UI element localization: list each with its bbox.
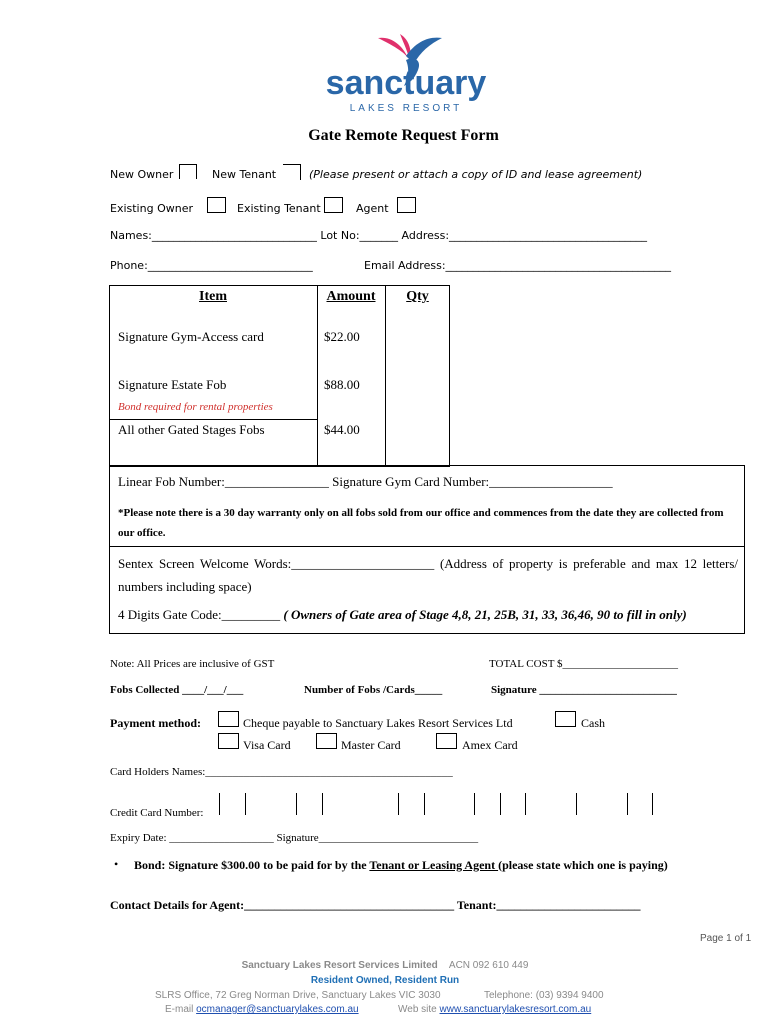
- existing-tenant-checkbox[interactable]: [324, 197, 343, 213]
- logo-tagline: LAKES RESORT: [349, 103, 463, 114]
- number-of-fobs-field[interactable]: Number of Fobs /Cards_____: [304, 684, 443, 696]
- warranty-note: *Please note there is a 30 day warranty only on all fobs sold from our office and commences from the date they are collected from our office.: [118, 507, 724, 539]
- new-tenant-checkbox[interactable]: [283, 164, 301, 180]
- row-estate-fob-item: Signature Estate Fob: [118, 377, 227, 392]
- names-lot-address-field[interactable]: Names:______________________________ Lot No:_______ Address:____________________________________: [110, 229, 648, 242]
- website-link[interactable]: www.sanctuarylakesresort.com.au: [439, 1004, 592, 1015]
- footer-website: Web site www.sanctuarylakesresort.com.au: [398, 1004, 592, 1015]
- credit-card-number-label: Credit Card Number:: [110, 807, 204, 819]
- footer-company: Sanctuary Lakes Resort Services Limited ACN 092 610 449: [241, 960, 529, 971]
- row-estate-fob-note: Bond required for rental properties: [118, 401, 273, 413]
- master-card-checkbox[interactable]: [316, 733, 337, 749]
- footer-address: SLRS Office, 72 Greg Norman Drive, Sanctuary Lakes VIC 3030: [155, 990, 441, 1001]
- signature-field[interactable]: Signature _________________________: [491, 684, 677, 696]
- phone-field[interactable]: Phone:______________________________: [110, 259, 313, 272]
- row-gym-card-amount: $22.00: [324, 329, 360, 344]
- new-tenant-label: New Tenant: [212, 168, 277, 181]
- logo-wordmark: sanctuary: [325, 64, 487, 102]
- gate-code-note: ( Owners of Gate area of Stage 4,8, 21, 25B, 31, 33, 36,46, 90 to fill in only): [283, 607, 687, 622]
- cash-label: Cash: [581, 716, 605, 730]
- bond-note: Bond: Signature $300.00 to be paid for by the Tenant or Leasing Agent (please state which one is paying): [134, 858, 668, 872]
- existing-tenant-label: Existing Tenant: [237, 202, 321, 215]
- page-number: Page 1 of 1: [700, 933, 752, 944]
- agent-label: Agent: [356, 202, 389, 215]
- payment-method-label: Payment method:: [110, 716, 201, 730]
- contact-details-field[interactable]: Contact Details for Agent:___________________________________ Tenant:________________________: [110, 898, 641, 912]
- amex-checkbox[interactable]: [436, 733, 457, 749]
- footer-email: E-mail ocmanager@sanctuarylakes.com.au: [165, 1004, 359, 1015]
- total-cost-field[interactable]: TOTAL COST $_____________________: [489, 658, 678, 670]
- header-amount: Amount: [326, 289, 376, 304]
- gate-code-field[interactable]: 4 Digits Gate Code:_________: [118, 607, 284, 622]
- row-other-fobs-amount: $44.00: [324, 422, 360, 437]
- email-field[interactable]: Email Address:_________________________________________: [364, 259, 672, 272]
- header-qty: Qty: [406, 289, 429, 304]
- row-gym-card-item: Signature Gym-Access card: [118, 329, 264, 344]
- id-note: (Please present or attach a copy of ID and lease agreement): [309, 168, 643, 181]
- footer-telephone: Telephone: (03) 9394 9400: [484, 990, 604, 1001]
- cash-checkbox[interactable]: [555, 711, 576, 727]
- new-owner-label: New Owner: [110, 168, 174, 181]
- form-title: Gate Remote Request Form: [308, 127, 499, 144]
- fob-number-field[interactable]: Linear Fob Number:________________ Signature Gym Card Number:___________________: [118, 474, 613, 489]
- master-card-label: Master Card: [341, 738, 401, 752]
- visa-checkbox[interactable]: [218, 733, 239, 749]
- prices-note: Note: All Prices are inclusive of GST: [110, 658, 275, 670]
- visa-label: Visa Card: [243, 738, 291, 752]
- amex-label: Amex Card: [462, 738, 518, 752]
- row-other-fobs-item: All other Gated Stages Fobs: [118, 422, 265, 437]
- card-holders-field[interactable]: Card Holders Names:_____________________________________________: [110, 766, 453, 778]
- email-link[interactable]: ocmanager@sanctuarylakes.com.au: [196, 1004, 359, 1015]
- existing-owner-checkbox[interactable]: [207, 197, 226, 213]
- agent-checkbox[interactable]: [397, 197, 416, 213]
- footer-slogan: Resident Owned, Resident Run: [310, 975, 460, 986]
- sentex-field[interactable]: Sentex Screen Welcome Words:______________________ (Address of property is preferable and max 12 letters/ numbers including space): [118, 556, 738, 594]
- header-item: Item: [199, 289, 227, 304]
- cheque-label: Cheque payable to Sanctuary Lakes Resort Services Ltd: [243, 716, 513, 730]
- expiry-signature-field[interactable]: Expiry Date: ___________________ Signature_____________________________: [110, 832, 479, 844]
- existing-owner-label: Existing Owner: [110, 202, 193, 215]
- bond-bullet-icon: •: [114, 857, 119, 871]
- new-owner-checkbox[interactable]: [181, 164, 197, 179]
- fobs-collected-field[interactable]: Fobs Collected ____/___/___: [110, 684, 244, 696]
- cheque-checkbox[interactable]: [218, 711, 239, 727]
- row-estate-fob-amount: $88.00: [324, 377, 360, 392]
